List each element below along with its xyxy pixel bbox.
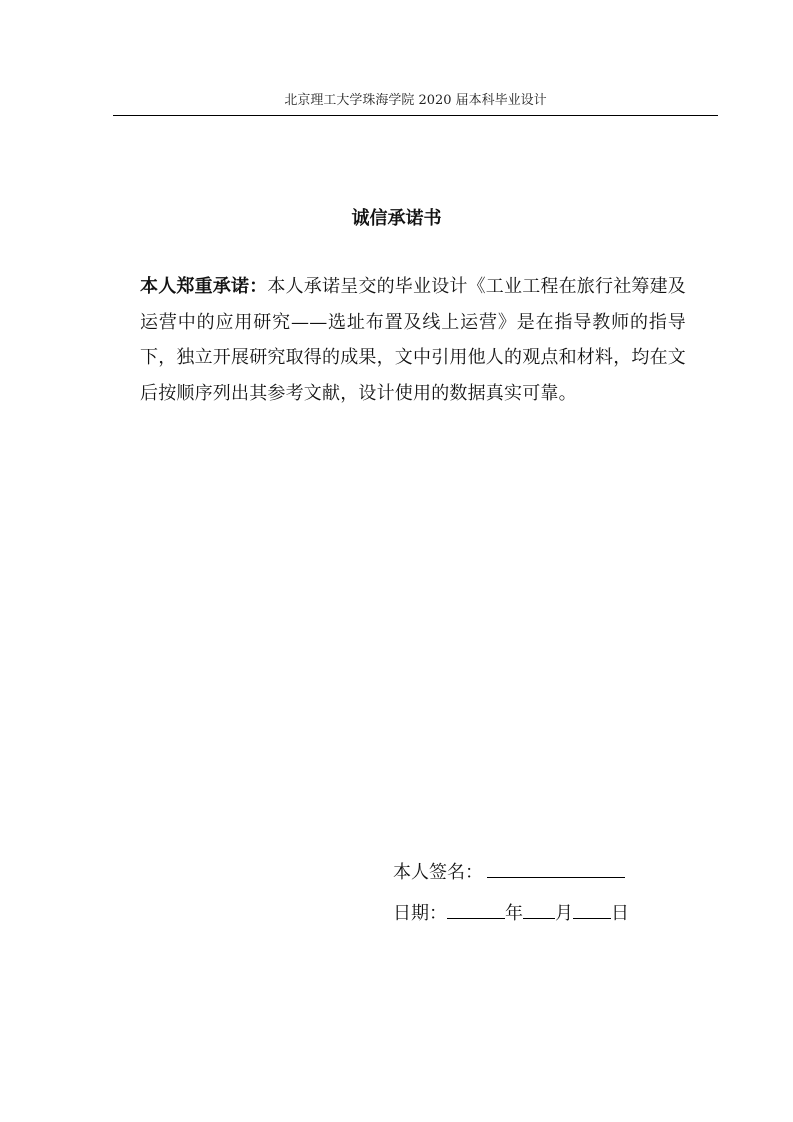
month-blank bbox=[523, 898, 555, 919]
day-blank bbox=[573, 898, 611, 919]
year-label: 年 bbox=[505, 903, 523, 924]
date-line bbox=[393, 898, 629, 928]
pledge-lead: 本人郑重承诺： bbox=[140, 276, 268, 297]
page-header bbox=[113, 90, 718, 116]
header-text: 北京理工大学珠海学院 2020 届本科毕业设计 bbox=[284, 93, 547, 108]
document-title: 诚信承诺书 bbox=[351, 208, 442, 229]
signature-line bbox=[393, 857, 625, 887]
day-label: 日 bbox=[611, 903, 629, 924]
year-blank bbox=[447, 898, 505, 919]
date-label: 日期： bbox=[393, 903, 447, 924]
signature-label: 本人签名： bbox=[393, 862, 483, 883]
pledge-paragraph bbox=[140, 269, 686, 411]
month-label: 月 bbox=[555, 903, 573, 924]
signature-blank bbox=[487, 857, 625, 878]
pledge-body: 本人承诺呈交的毕业设计《工业工程在旅行社筹建及运营中的应用研究——选址布置及线上运营》是在指导教师的指导下，独立开展研究取得的成果，文中引用他人的观点和材料，均在文后按顺序列出其参考文献，设计使用的数据真实可靠。 bbox=[140, 276, 687, 404]
